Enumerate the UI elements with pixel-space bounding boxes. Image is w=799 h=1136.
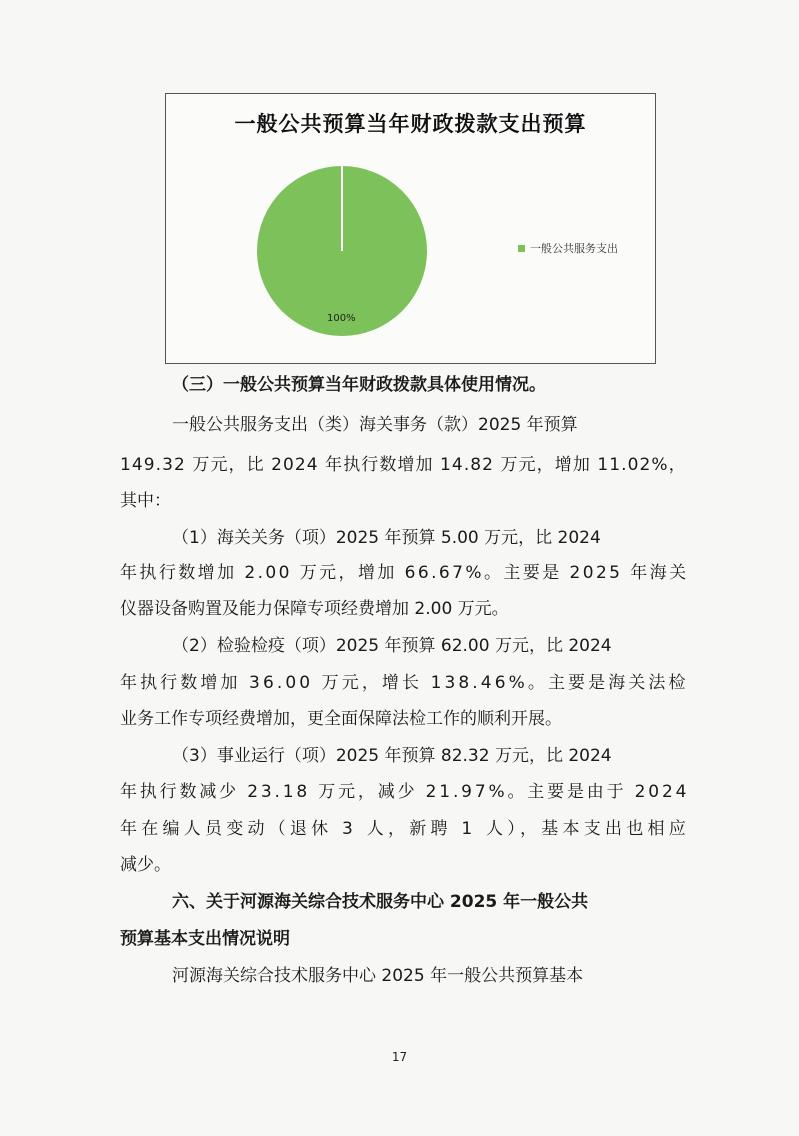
- legend-swatch: [518, 245, 525, 252]
- text-line: 仪器设备购置及能力保障专项经费增加 2.00 万元。: [120, 599, 509, 619]
- text-line: 其中：: [120, 491, 171, 511]
- text-line: 年执行数增加 36.00 万元，增长 138.46%。主要是海关法检: [120, 673, 689, 693]
- text-line: 河源海关综合技术服务中心 2025 年一般公共预算基本: [172, 966, 584, 986]
- text-line: 六、关于河源海关综合技术服务中心 2025 年一般公共: [172, 892, 589, 912]
- text-line: 预算基本支出情况说明: [120, 929, 290, 949]
- text-line: 业务工作专项经费增加，更全面保障法检工作的顺利开展。: [120, 709, 562, 729]
- text-line: 年执行数增加 2.00 万元，增加 66.67%。主要是 2025 年海关: [120, 563, 689, 583]
- text-line: 年执行数减少 23.18 万元，减少 21.97%。主要是由于 2024: [120, 782, 690, 802]
- text-line: 年在编人员变动（退休 3 人，新聘 1 人），基本支出也相应: [120, 819, 690, 839]
- chart-legend: [518, 240, 618, 256]
- pie-plot: [166, 94, 657, 365]
- text-line: （1）海关关务（项）2025 年预算 5.00 万元，比 2024: [172, 528, 601, 548]
- text-line: （3）事业运行（项）2025 年预算 82.32 万元，比 2024: [172, 746, 612, 766]
- page-number: 17: [391, 1050, 408, 1064]
- text-line: （2）检验检疫（项）2025 年预算 62.00 万元，比 2024: [172, 636, 612, 656]
- text-line: 149.32 万元，比 2024 年执行数增加 14.82 万元，增加 11.02%，: [120, 455, 687, 475]
- text-line: 一般公共服务支出（类）海关事务（款）2025 年预算: [172, 415, 578, 435]
- text-line: （三）一般公共预算当年财政拨款具体使用情况。: [172, 375, 546, 395]
- slice-label: 100%: [327, 313, 356, 324]
- chart-title: 一般公共预算当年财政拨款支出预算: [234, 112, 587, 136]
- legend-label: 一般公共服务支出: [530, 242, 618, 255]
- pie-chart: [165, 93, 656, 364]
- text-line: 减少。: [120, 855, 171, 875]
